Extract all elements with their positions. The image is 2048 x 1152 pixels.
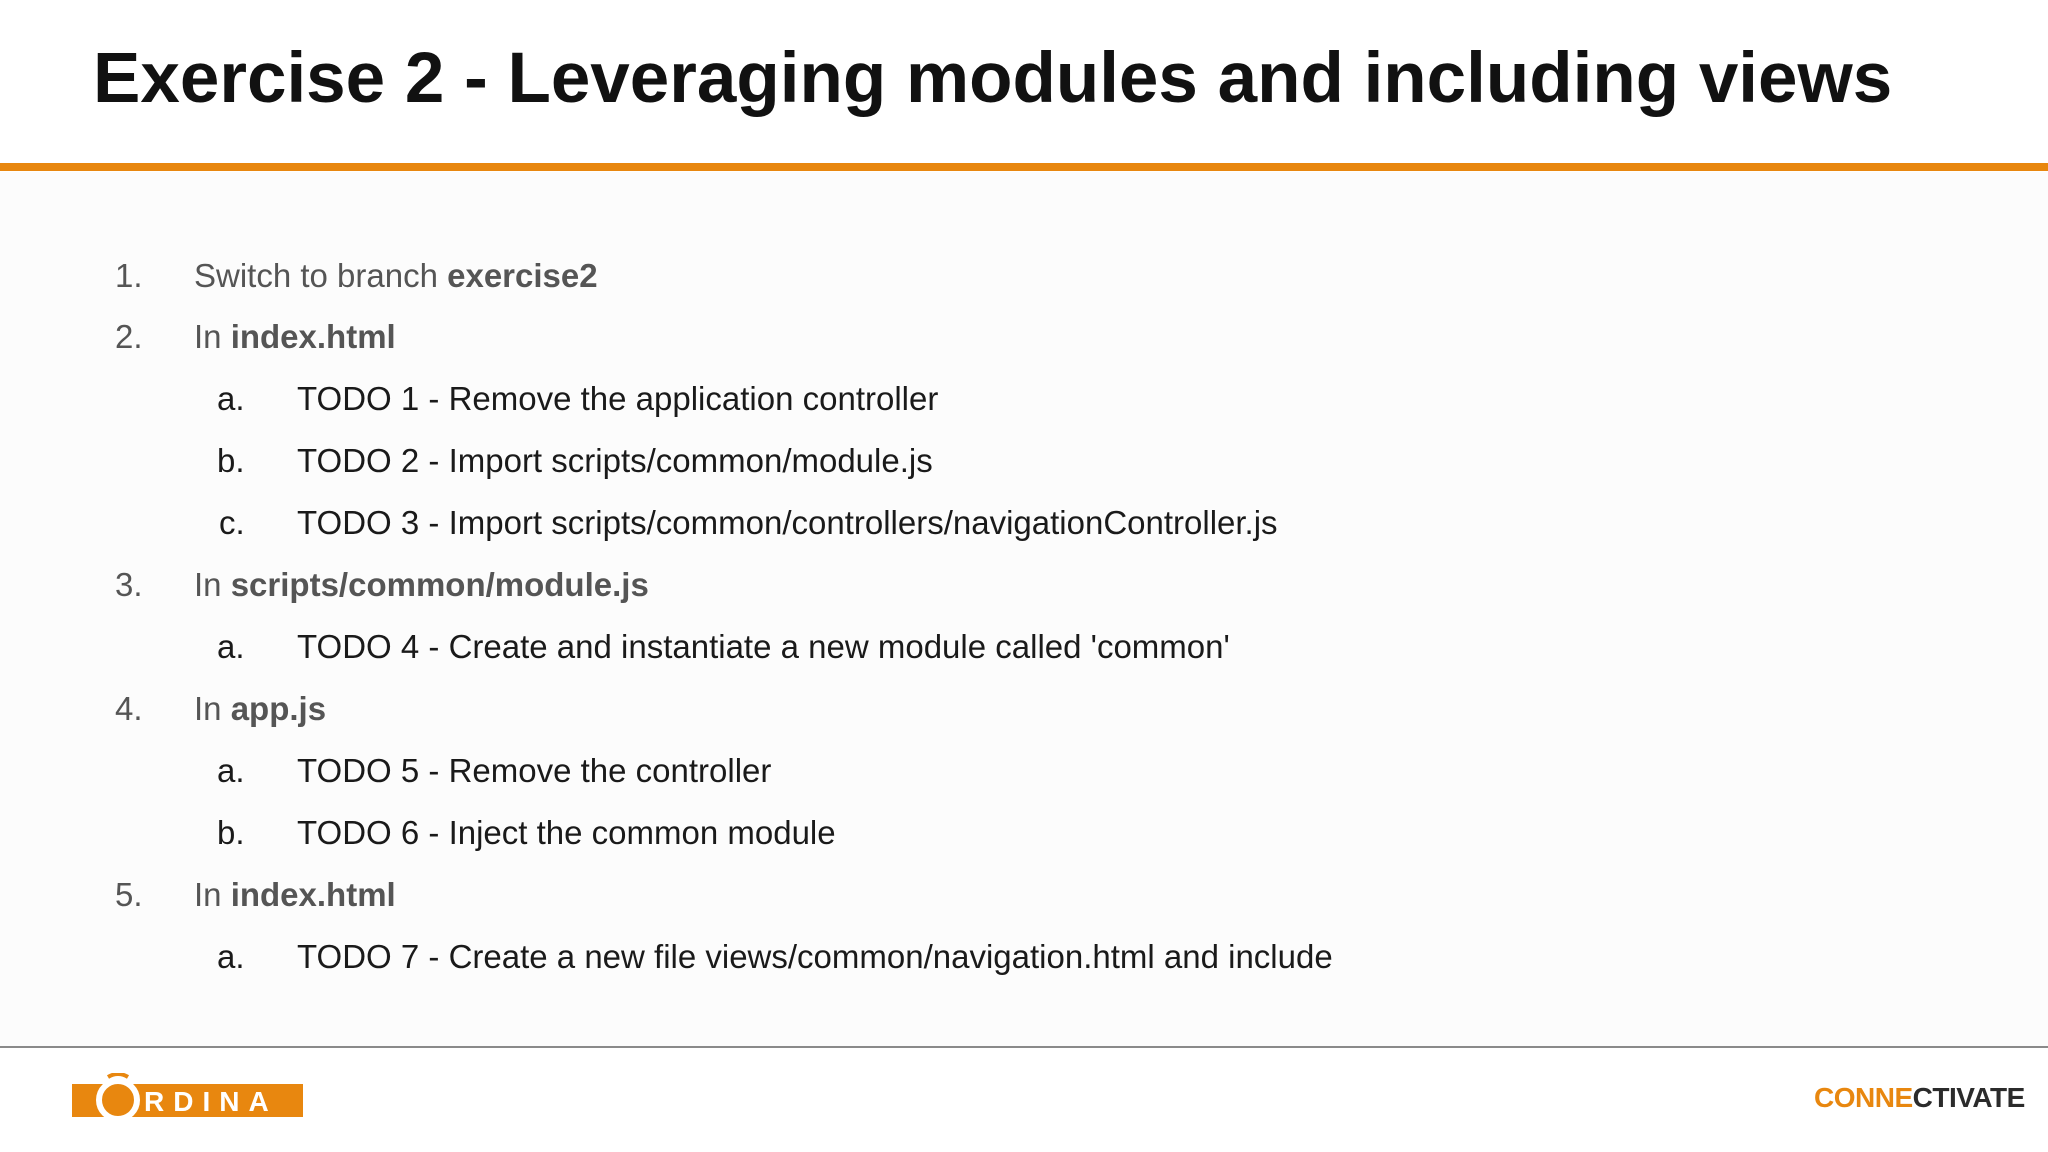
step-text: In bbox=[194, 318, 231, 355]
step-bold-text: index.html bbox=[230, 318, 396, 355]
substep-letter: a. bbox=[217, 938, 245, 975]
substep-letter: b. bbox=[217, 442, 245, 479]
substep-text: TODO 4 - Create and instantiate a new module called 'common' bbox=[297, 628, 1230, 665]
substep-text: TODO 1 - Remove the application controller bbox=[297, 380, 939, 417]
step-number: 2. bbox=[115, 318, 143, 355]
step-number: 5. bbox=[115, 876, 143, 913]
slide-body bbox=[0, 172, 2048, 1046]
logo-dark-part: CTIVATE bbox=[1912, 1082, 2025, 1113]
ordina-logo bbox=[72, 1073, 303, 1125]
step-number: 3. bbox=[115, 566, 143, 603]
step-number: 4. bbox=[115, 690, 143, 727]
substep-text: TODO 2 - Import scripts/common/module.js bbox=[297, 442, 933, 479]
step-bold-text: index.html bbox=[230, 876, 396, 913]
step-text: Switch to branch bbox=[194, 257, 448, 294]
substep-letter: a. bbox=[217, 380, 245, 417]
substep-text: TODO 6 - Inject the common module bbox=[297, 814, 836, 851]
substep-text: TODO 3 - Import scripts/common/controllers/navigationController.js bbox=[297, 504, 1278, 541]
footer bbox=[0, 1048, 2048, 1152]
step-text: In bbox=[194, 876, 231, 913]
substep-letter: b. bbox=[217, 814, 245, 851]
step-text: In bbox=[194, 690, 231, 727]
step-text: In bbox=[194, 566, 231, 603]
step-number: 1. bbox=[115, 257, 143, 294]
slide-title: Exercise 2 - Leveraging modules and including views bbox=[93, 39, 1893, 118]
connectivate-logo bbox=[1814, 1082, 2025, 1114]
substep-letter: a. bbox=[217, 628, 245, 665]
substep-letter: c. bbox=[219, 504, 245, 541]
substep-text: TODO 7 - Create a new file views/common/navigation.html and include bbox=[297, 938, 1333, 975]
logo-o-arc bbox=[108, 1074, 128, 1077]
substep-text: TODO 5 - Remove the controller bbox=[297, 752, 772, 789]
title-divider bbox=[0, 163, 2048, 171]
logo-orange-part: CONNE bbox=[1814, 1082, 1913, 1113]
logo-letters: RDINA bbox=[144, 1086, 278, 1117]
step-bold-text: scripts/common/module.js bbox=[230, 566, 649, 603]
step-bold-text: exercise2 bbox=[447, 257, 598, 294]
step-bold-text: app.js bbox=[230, 690, 327, 727]
substep-letter: a. bbox=[217, 752, 245, 789]
